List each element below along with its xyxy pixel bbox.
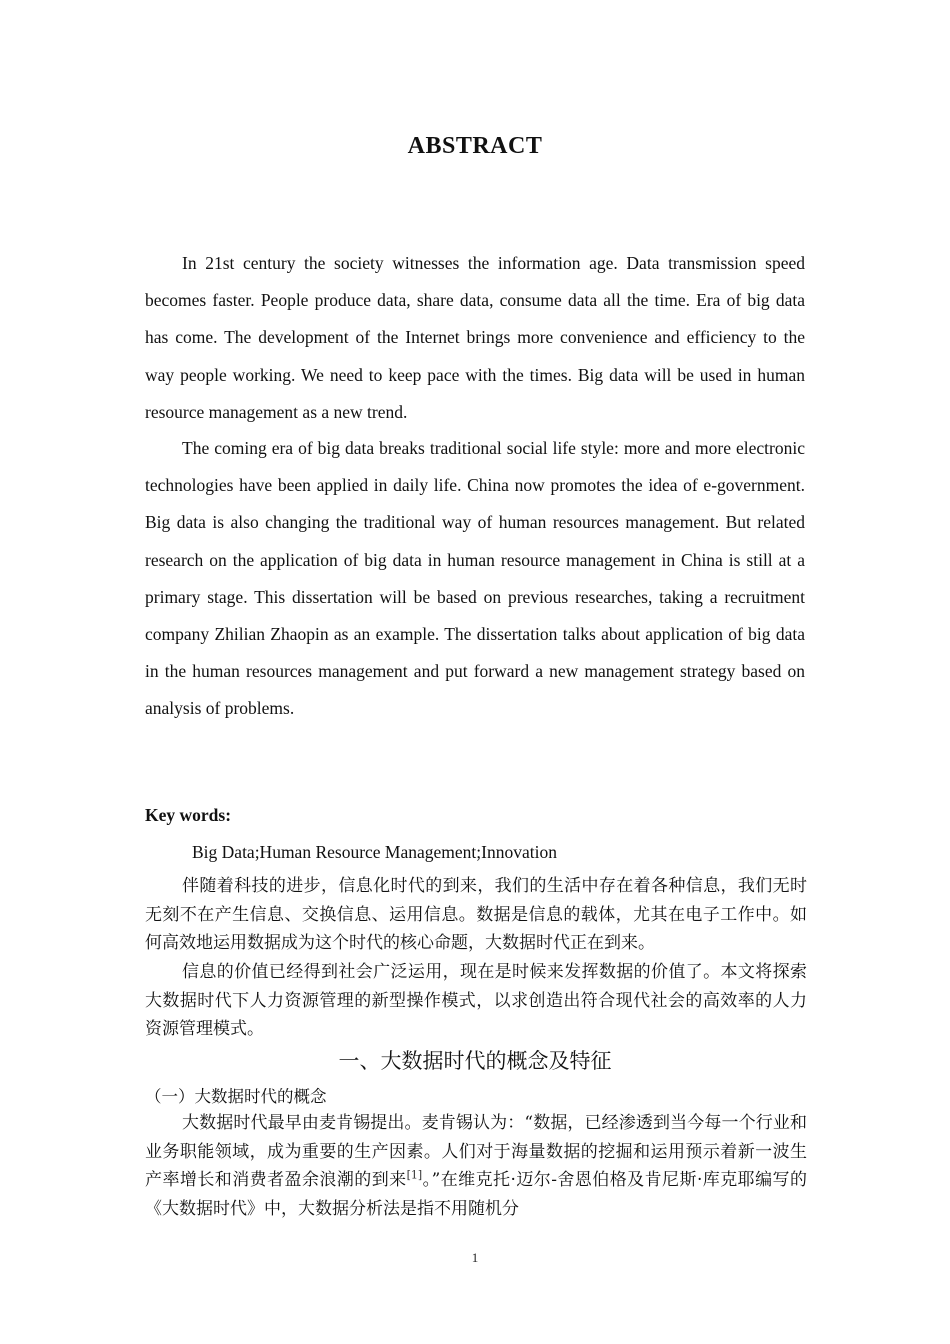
keywords-text: Big Data;Human Resource Management;Innovation <box>192 842 557 862</box>
section-paragraph <box>145 1109 807 1224</box>
intro-paragraph-2: 信息的价值已经得到社会广泛运用，现在是时候来发挥数据的价值了。本文将探索大数据时代下人力资源管理的新型操作模式，以求创造出符合现代社会的高效率的人力资源管理模式。 <box>145 962 807 1040</box>
section-paragraph-text-b: 。”在维克托·迈尔-舍恩伯格及肯尼斯·库克耶编写的《大数据时代》中，大数据分析法是指不用随机分 <box>145 1170 807 1220</box>
subsection-heading: （一）大数据时代的概念 <box>145 1087 327 1106</box>
intro-paragraph-1: 伴随着科技的进步，信息化时代的到来，我们的生活中存在着各种信息，我们无时无刻不在产生信息、交换信息、运用信息。数据是信息的载体，尤其在电子工作中。如何高效地运用数据成为这个时代的核心命题，大数据时代正在到来。 <box>145 876 807 954</box>
abstract-title: ABSTRACT <box>407 133 543 159</box>
abstract-paragraph-2: The coming era of big data breaks traditional social life style: more and more electronic technologies have been applied in daily life. China now promotes the idea of e-government. Big data is also changing the traditional way of human resources management. But related research on the application of big data in human resource management in China is still at a primary stage. This dissertation will be based on previous researches, taking a recruitment company Zhilian Zhaopin as an example. The dissertation talks about application of big data in the human resources management and put forward a new management strategy based on analysis of problems. <box>145 438 805 719</box>
abstract-paragraph-1: In 21st century the society witnesses the information age. Data transmission speed becomes faster. People produce data, share data, consume data all the time. Era of big data has come. The development of the Internet brings more convenience and efficiency to the way people working. We need to keep pace with the times. Big data will be used in human resource management as a new trend. <box>145 253 805 422</box>
citation-marker: [1] <box>406 1168 423 1182</box>
keywords-label: Key words: <box>145 805 232 825</box>
section-heading: 一、大数据时代的概念及特征 <box>338 1049 612 1073</box>
section-paragraph-text-a: 大数据时代最早由麦肯锡提出。麦肯锡认为：“数据，已经渗透到当今每一个行业和业务职能领域，成为重要的生产因素。人们对于海量数据的挖掘和运用预示着新一波生产率增长和消费者盈余浪潮的到来 <box>145 1113 807 1191</box>
page-number: 1 <box>471 1250 479 1265</box>
